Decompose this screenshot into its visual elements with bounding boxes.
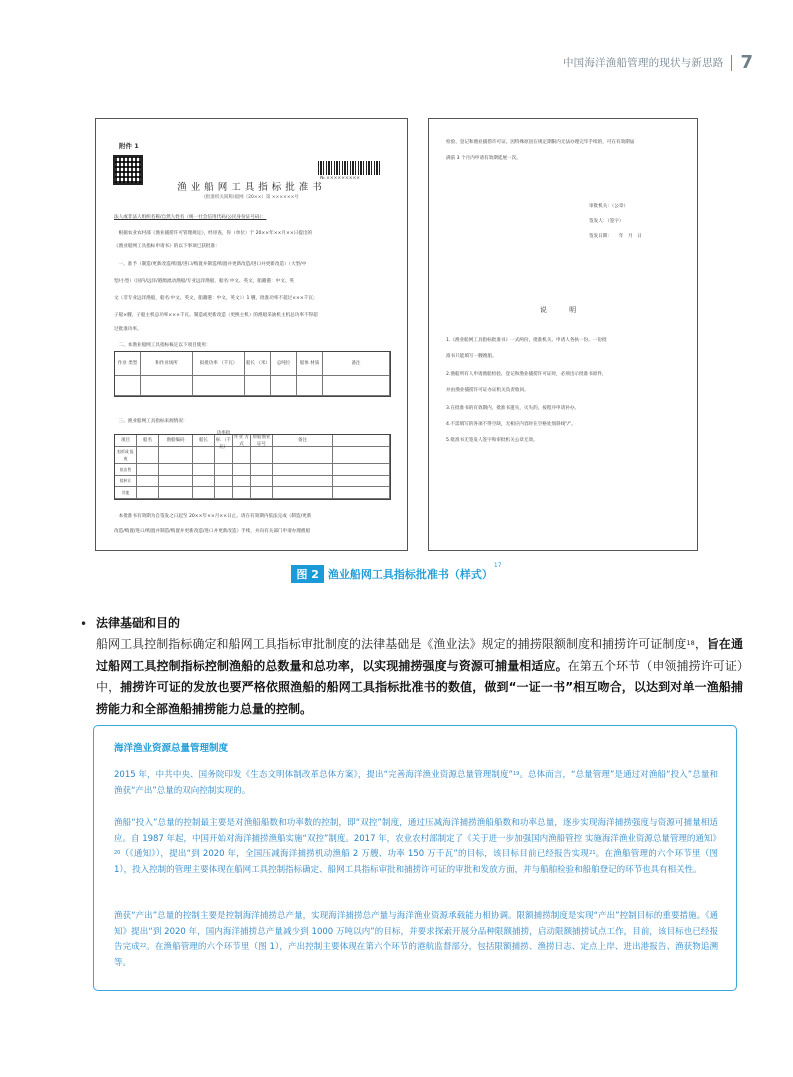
header-divider — [731, 55, 732, 71]
table-header-cell: 备注 — [273, 435, 333, 447]
table-cell — [159, 476, 193, 488]
box-text: 2015 年，中共中央、国务院印发《生态文明体制改革总体方案》，提出“完善海洋渔业资源总量管理制度” — [114, 770, 513, 780]
table-header-cell: 船名 — [137, 435, 159, 447]
note-line: 4.不需填写的各项不得空缺，无相应内容时在空格处划斜线"/"。 — [446, 422, 576, 427]
approval-doc-number: (批准机关简称)船网（20××）第 ××××××号 — [204, 195, 299, 200]
doc-line: 二、本渔业船网工具指标核定以下项目使用： — [114, 343, 211, 348]
body-text-bold: 捕捞许可证的发放也要严格依照渔船的船网工具指标批准书的数值，做到“一证一书”相互吻合，以达到对单一渔船捕捞能力和全部渔船捕捞能力总量的控制。 — [96, 680, 743, 716]
footnote-ref: 20 — [114, 850, 121, 856]
table-cell — [141, 376, 193, 396]
table-header-cell: 项目 — [115, 435, 137, 447]
table-cell — [297, 376, 323, 396]
footnote-ref: 22 — [139, 943, 147, 949]
table-cell — [233, 487, 251, 499]
body-text: 在第五个环节（申领捕捞许可证）中， — [96, 658, 743, 694]
doc-line: 子船×艘，子船主机总功率×××千瓦。制造或更新改造（更换主机）的渔船采油机主机总功率不得超 — [114, 313, 318, 318]
note-line: 并由渔业捕捞许可证办证机关负责收回。 — [446, 388, 529, 393]
note-line: 准书只能填写一艘渔船。 — [446, 354, 497, 359]
doc-line: 改造/购置/进口/购置并制造/购置并更新改造/进口并更新改造）手续，并向有关部门申请办理渔船 — [114, 529, 311, 534]
table-cell — [323, 376, 390, 396]
footnote-ref: 17 — [493, 562, 502, 569]
table-cell — [333, 487, 390, 499]
box-text: 渔获“产出”总量的控制主要是控制海洋捕捞总产量，实现海洋捕捞总产量与海洋渔业资源承载能力相协调。限额捕捞制度是实现“产出”控制目标的重要措施。《通知》提出“到 2020 年，国内海洋捕捞总产量减少到 1000 万吨以内”的目标，并要求探索开展分品种限额捕捞，启动限额捕捞试点工作，目前，该目标也已经报告完成 — [114, 911, 718, 952]
page-number: 7 — [740, 52, 753, 73]
doc-line: 一、准予（制造/更新改造/购置/进口/购置并制造/购置并更新改造/进口并更新改造）（大型/中 — [114, 262, 307, 267]
table-cell — [159, 487, 193, 499]
box-text: 。在渔船管理的六个环节里（图 1），产出控制主要体现在第六个环节的港航监督部分，包括限额捕捞、渔捞日志、定点上岸、进出港报告、渔获物追溯等。 — [114, 942, 718, 968]
box-text: 。总体而言，“总量管理”是通过对渔船“投入”总量和渔获“产出”总量的双向控制实现的。 — [114, 770, 718, 796]
table-row-label: 拟转让 — [115, 476, 137, 488]
table-header-cell: 总吨位 — [271, 352, 297, 376]
table-cell — [273, 464, 333, 476]
info-box-title: 海洋渔业资源总量管理制度 — [114, 743, 229, 754]
table-cell — [233, 447, 251, 464]
figure-caption-text: 渔业船网工具指标批准书（样式） — [327, 567, 493, 581]
note-line: 2.渔船所有人申请渔船检验、登记和渔业捕捞许可证时，必须出示批准书原件， — [446, 372, 607, 377]
body-text: ， — [694, 637, 707, 651]
table-header-cell: 拟批功率 （千瓦） — [193, 352, 245, 376]
table-cell — [115, 376, 141, 396]
doc-line: 法人或非法人组织名称/自然人姓名（统一社会信用代码/公民身份证号码）： — [114, 215, 267, 220]
info-box-paragraph — [114, 816, 721, 878]
table-header-cell: 作业 类型 — [115, 352, 141, 376]
info-box-paragraph — [114, 909, 718, 971]
section-heading: 法律基础和目的 — [96, 616, 181, 630]
table-header-cell: 船长 — [193, 435, 215, 447]
table-cell — [251, 447, 273, 464]
barcode-number: № ××××××××× — [320, 176, 361, 181]
annex-label: 附件 1 — [119, 142, 139, 150]
table-cell — [193, 464, 215, 476]
body-text: 船网工具控制指标确定和船网工具指标审批制度的法律基础是《渔业法》规定的捕捞限额制度和捕捞许可证制度 — [96, 637, 687, 651]
footnote-ref: 19 — [512, 771, 520, 777]
table-cell — [137, 447, 159, 464]
table-header-cell: 船体 材质 — [297, 352, 323, 376]
table-header-cell: 原船渔业证号 — [251, 435, 273, 447]
table-cell — [245, 376, 271, 396]
table-cell — [273, 476, 333, 488]
table-cell — [333, 476, 390, 488]
table-header-cell: 作业 方式 — [233, 435, 251, 447]
table-cell — [215, 464, 233, 476]
doc-line: 满前 3 个月内申请有效期延展一次。 — [446, 156, 521, 161]
table-cell — [273, 487, 333, 499]
table-cell — [251, 487, 273, 499]
table-cell — [215, 487, 233, 499]
figure-left-document — [95, 118, 408, 551]
box-text: 渔船“投入”总量的控制最主要是对渔船船数和功率数的控制，即“双控”制度，通过压减海洋捕捞渔船船数和功率总量，逐步实现海洋捕捞强度与资源可捕量相适应。自 1987 年起，中国开始对海洋捕捞渔船实施“双控”制度。2017 年，农业农村部制定了《关于进一步加强国内渔船管控 实施海洋渔业资源总量管理的通知》 — [114, 818, 721, 844]
table-cell — [215, 476, 233, 488]
doc-line: 过批准功率。 — [114, 327, 142, 332]
table-header-cell: 和作业场所 — [141, 352, 193, 376]
table-cell — [193, 447, 215, 464]
table-cell — [233, 476, 251, 488]
note-line: 3.在批准书的有效期内，批准书遗失、灭失的，按程序申请补办。 — [446, 406, 580, 411]
table-cell — [273, 447, 333, 464]
doc-line: 三、渔业船网工具指标来源情况： — [114, 419, 188, 424]
doc-line: 根据农业农村部《渔业捕捞许可管理规定》，经审查，你（单位）于 20××年××月××日提出的 — [114, 231, 313, 236]
table-cell — [251, 476, 273, 488]
barcode-icon — [318, 161, 382, 175]
table-cell — [215, 447, 233, 464]
source-table — [114, 431, 391, 500]
table-cell — [193, 487, 215, 499]
table-cell — [271, 376, 297, 396]
box-text: 。在渔船管理的六个环节里（图 1），投入控制的管理主要体现在船网工具控制指标确定、船网工具指标审批和捕捞许可证的审批和发放方面，并与船舶检验和船舶登记的环节也具有相关性。 — [114, 849, 718, 875]
doc-line: 检验、登记和渔业捕捞许可证。因特殊原因在规定期限内无法办理完毕手续的，可在有效期届 — [446, 140, 635, 145]
note-line: 1.《渔业船网工具指标批准书》一式两份，批准机关、申请人各执一份。一份批 — [446, 338, 607, 343]
table-cell — [137, 464, 159, 476]
table-cell — [137, 487, 159, 499]
table-header-cell: 功率指标 （千瓦） — [215, 435, 233, 447]
table-cell — [251, 464, 273, 476]
body-text-bold: 旨在通过船网工具控制指标控制渔船的总数量和总功率，以实现捕捞强度与资源可捕量相适应。 — [96, 637, 743, 673]
table-row-label: 其他 — [115, 487, 137, 499]
table-cell — [193, 476, 215, 488]
table-cell — [193, 376, 245, 396]
body-paragraph — [96, 634, 743, 720]
box-text: （《通知》），提出“到 2020 年，全国压减海洋捕捞机动渔船 2 万艘、功率 150 万千瓦”的目标，该目标目前已经报告实现 — [120, 849, 590, 859]
table-cell — [137, 476, 159, 488]
table-cell — [333, 447, 390, 464]
table-cell — [333, 464, 390, 476]
approval-doc-title: 渔业船网工具指标批准书 — [177, 182, 326, 193]
doc-line: 文（非专业远洋渔船，船名:中文、英文，船籍港：中文、英文））1 艘，批准功率不超过×××千瓦； — [114, 296, 318, 301]
signature-line: 审批机关：（公章） — [589, 204, 629, 209]
bullet-icon: • — [80, 617, 88, 631]
table-cell — [159, 464, 193, 476]
doc-line: 《渔业船网工具指标申请书》的以下事项已获批准： — [114, 244, 220, 249]
table-header-cell: 渔船编码 — [159, 435, 193, 447]
signature-line: 签发人：（签字） — [589, 219, 624, 224]
table-header-cell: 船长 （米） — [245, 352, 271, 376]
table-cell — [159, 447, 193, 464]
usage-table — [114, 351, 391, 397]
table-header-cell: 备注 — [323, 352, 390, 376]
running-header-title: 中国海洋渔船管理的现状与新思路 — [562, 57, 724, 69]
signature-line: 签发日期： 年 月 日 — [589, 234, 642, 239]
figure-caption — [0, 563, 793, 583]
running-header — [563, 52, 753, 73]
doc-line: 本批准书有效期为自签发之日起至 20××年××月××日止。请在有效期内依法完成（制造/更新 — [114, 514, 312, 519]
table-cell — [233, 464, 251, 476]
figure-number-tag: 图 2 — [291, 565, 323, 583]
table-row-label: 拟拆或 报废 — [115, 447, 137, 464]
footnote-ref: 21 — [589, 850, 596, 856]
doc-line: 型/小型）（国内/远洋/港澳流动渔船/专业远洋渔船，船名:中文、英文，船籍港：中文、英 — [114, 279, 295, 284]
note-line: 5.批准书无签发人签字和审批机关公章无效。 — [446, 438, 538, 443]
table-header-cell — [333, 435, 390, 447]
info-box — [93, 725, 737, 991]
figure-right-document — [428, 118, 698, 551]
notes-title: 说 明 — [539, 306, 587, 314]
info-box-paragraph — [114, 768, 718, 799]
footnote-ref: 18 — [686, 639, 695, 647]
table-row-label: 拟出售 — [115, 464, 137, 476]
